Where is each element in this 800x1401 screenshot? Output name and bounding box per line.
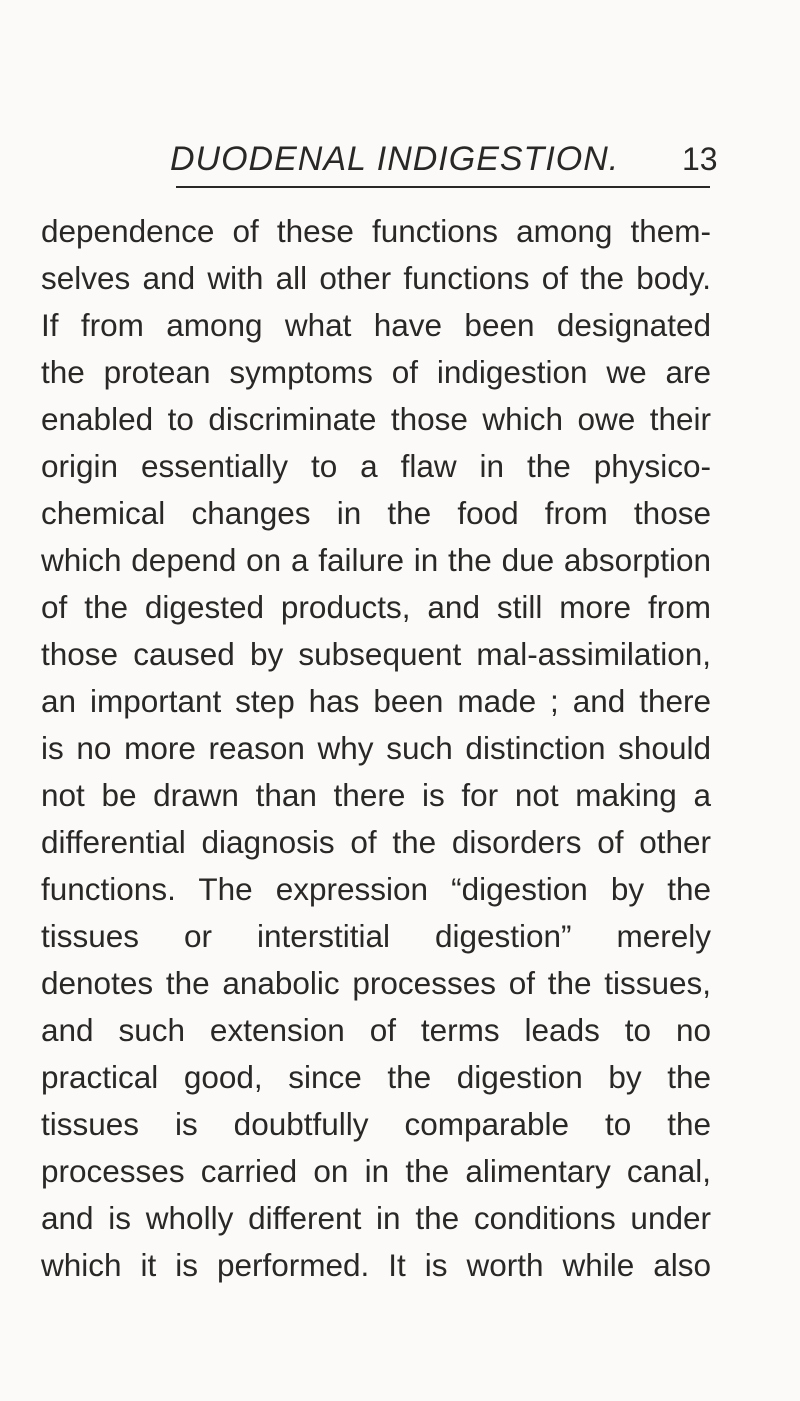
text-line: tissues or interstitial digestion” merely: [41, 918, 711, 954]
text-line: not be drawn than there is for not making a: [41, 777, 711, 813]
text-line: processes carried on in the alimentary canal,: [41, 1153, 711, 1189]
text-line: If from among what have been designated: [41, 307, 711, 343]
text-line: differential diagnosis of the disorders of other: [41, 824, 711, 860]
text-line: tissues is doubtfully comparable to the: [41, 1106, 711, 1142]
text-line: those caused by subsequent mal-assimilation,: [41, 636, 711, 672]
text-line: origin essentially to a flaw in the physico-: [41, 448, 711, 484]
text-line: of the digested products, and still more from: [41, 589, 711, 625]
header-rule: [176, 186, 710, 188]
text-line: and is wholly different in the conditions under: [41, 1200, 711, 1236]
running-title: DUODENAL INDIGESTION.: [170, 140, 620, 178]
running-head: [170, 136, 718, 182]
text-line: the protean symptoms of indigestion we are: [41, 354, 711, 390]
body-text: [41, 208, 711, 1289]
text-line: chemical changes in the food from those: [41, 495, 711, 531]
text-line: functions. The expression “digestion by the: [41, 871, 711, 907]
text-line: selves and with all other functions of the body.: [41, 260, 711, 296]
text-line: which depend on a failure in the due absorption: [41, 542, 711, 578]
text-line: dependence of these functions among them-: [41, 213, 711, 249]
page-number: 13: [682, 141, 718, 177]
text-line: an important step has been made ; and there: [41, 683, 711, 719]
text-line: practical good, since the digestion by the: [41, 1059, 711, 1095]
text-line: denotes the anabolic processes of the tissues,: [41, 965, 711, 1001]
text-line: which it is performed. It is worth while also: [41, 1247, 711, 1283]
text-line: enabled to discriminate those which owe their: [41, 401, 711, 437]
text-line: and such extension of terms leads to no: [41, 1012, 711, 1048]
text-line: is no more reason why such distinction should: [41, 730, 711, 766]
